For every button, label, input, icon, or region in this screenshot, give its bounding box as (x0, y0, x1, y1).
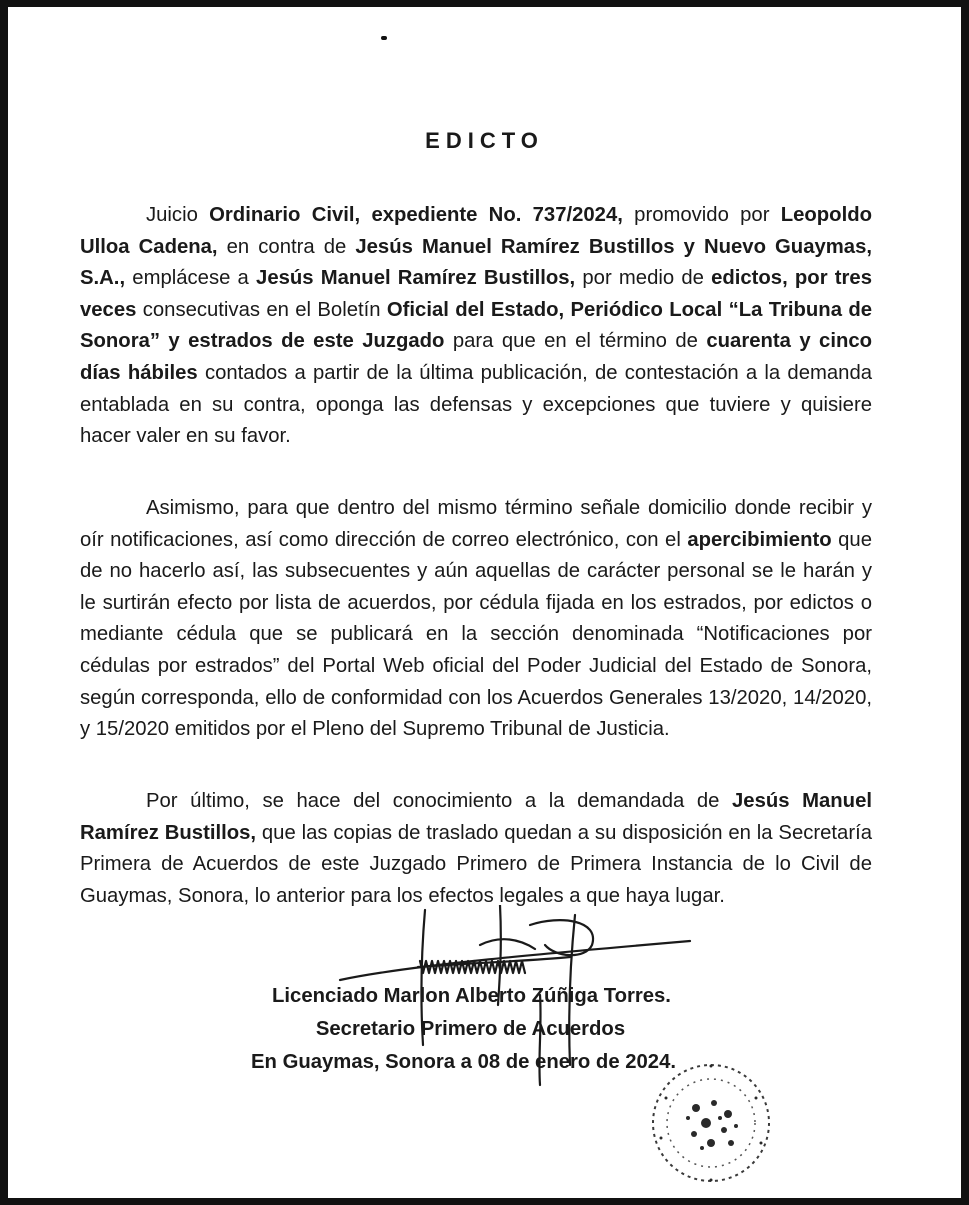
paragraph-copies: Por último, se hace del conocimiento a la demandada de Jesús Manuel Ramírez Bustillos, que las copias de traslado quedan a su disposición en la Secretaría Primera de Acuerdos de este Juzgado Primero de Primera Instancia de lo Civil de Guaymas, Sonora, lo anterior para los efectos legales a que haya lugar. (80, 790, 872, 907)
document-title: EDICTO (425, 128, 544, 153)
signer-role: Secretario Primero de Acuerdos (315, 1018, 626, 1040)
ink-speck (381, 36, 387, 40)
paragraph-summons: Juicio Ordinario Civil, expediente No. 737/2024, promovido por Leopoldo Ulloa Cadena, en contra de Jesús Manuel Ramírez Bustillos y Nuevo Guaymas, S.A., emplácese a Jesús Manuel Ramírez Bustillos, por medio de edictos, por tres veces consecutivas en el Boletín Oficial del Estado, Periódico Local “La Tribuna de Sonora” y estrados de este Juzgado para que en el término de cuarenta y cinco días hábiles contados a partir de la última publicación, de contestación a la demanda entablada en su contra, oponga las defensas y excepciones que tuviere y quisiere hacer valer en su favor. (80, 204, 873, 448)
signer-name: Licenciado Marlon Alberto Zúñiga Torres. (272, 985, 671, 1007)
paragraph-notifications: Asimismo, para que dentro del mismo término señale domicilio donde recibir y oír notificaciones, así como dirección de correo electrónico, con el apercibimiento que de no hacerlo así, las subsecuentes y aún aquellas de carácter personal se le harán y le surtirán efecto por lista de acuerdos, por cédula fijada en los estrados, por edictos o mediante cédula que se publicará en la sección denominada “Notificaciones por cédulas por estrados” del Portal Web oficial del Poder Judicial del Estado de Sonora, según corresponda, ello de conformidad con los Acuerdos Generales 13/2020, 14/2020, y 15/2020 emitidos por el Pleno del Supremo Tribunal de Justicia. (80, 497, 872, 741)
place-date: En Guaymas, Sonora a 08 de enero de 2024. (251, 1051, 676, 1073)
official-seal (636, 1048, 786, 1198)
